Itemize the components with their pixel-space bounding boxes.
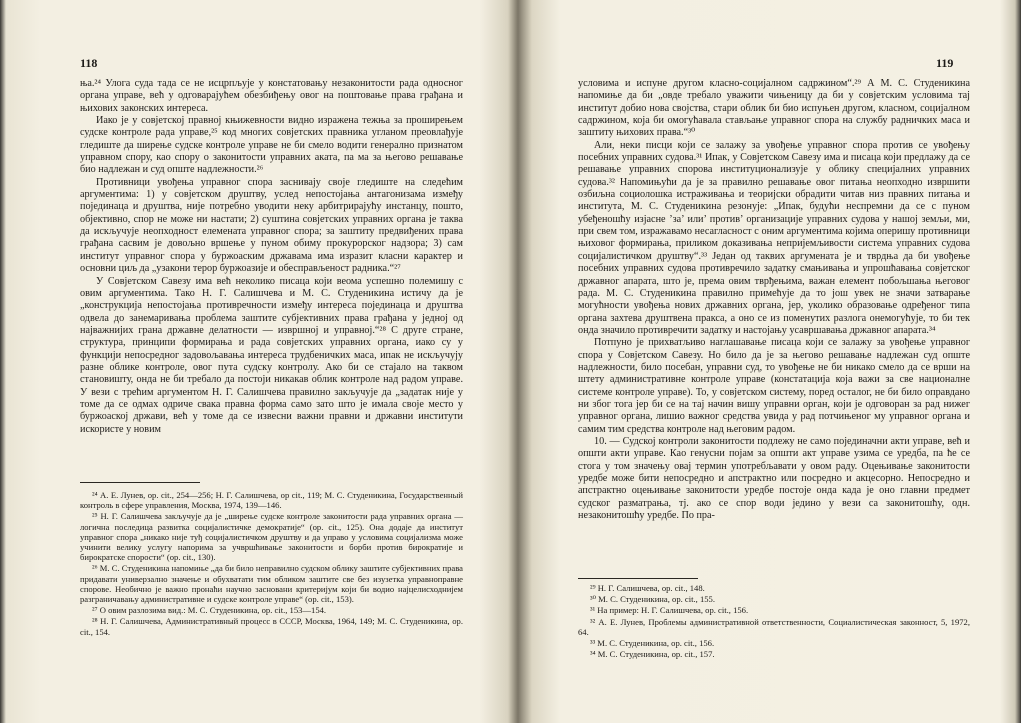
body-text xyxy=(80,78,463,436)
page-number: 118 xyxy=(80,56,98,70)
paragraph: Али, неки писци који се залажу за увођење управног спора против се увођењу посебних управних судова.³¹ Ипак, у Совјетском Савезу има и писаца који предлажу да се решавање управних спорова институционализује у облику специјалних управних судова.³² Напомињући да је за правилно решавање овог питања неопходно извршити озбиљна социолошка истраживања и теоријски обрадити читав низ правних питања и института, М. С. Студеникина резонује: „Ипак, будући неспремни да се с пуном убеђеношћу изјасне ’за’ или’ против’ организације управних судова у нашој земљи, ми, при свем том, изражавамо несагласност с оним аргументима којима оперишу противници њиховог формирања, приликом доказивања непријемљивости система управних судова социјалистичком друштву“.³³ Један од таквих аргумената је и тврдња да би увођење посебних управних судова противречило задатку смањивања и упрошћавања совјетског државног апарата, што је, према овим тврђењима, важан елемент побољшања његовог рада. М. С. Студеникина правилно примећује да то још увек не значи затварање могућности увођења нових државних органа, јер, уколико образовање одређеног типа органа захтева друштвена пракса, а оно се из поменутих разлога онемогућује, то би тек онда значило противречити задатку и настојању усавршавања државног апарата.³⁴ xyxy=(578,139,970,336)
footnotes xyxy=(578,583,970,660)
paragraph: Противници увођења управног спора заснивају своје гледиште на следећим аргументима: 1) у совјетском друштву, услед непостојања антагонизама између појединаца и друштва, није потребно уводити неку арбитрирајућу инстанцу, пошто, објективно, спор не може ни настати; 2) суштина совјетских управних органа је таква да искључује неопходност елемената управног спора; за заштиту предвиђених права грађана сасвим је довољно вршење у пуном обиму прокурорског надзора; 3) сам институт управног спора у буржоаским државама има изразит класни карактер и основни циљ да „узакони терор буржоазије и обесправљеност радника.“²⁷ xyxy=(80,176,463,275)
paragraph: Иако је у совјетској правној књижевности видно изражена тежња за проширењем судске контроле рада управе,²⁵ код многих совјетских правника угланом преовлађује гледиште да ширење судске контроле управе не би смело водити генерално признатом управном спору, као спору о законитости управних аката, па ма за његово решавање био надлежан и суд опште надлежности.²⁶ xyxy=(80,115,463,176)
right-page xyxy=(518,0,1021,723)
paragraph: ња.²⁴ Улога суда тада се не исцрпљује у констатовању незаконитости рада односног органа управе, већ у одговарајућем обезбиђењу овог на поштовање права грађана и њихових законских интереса. xyxy=(80,78,463,114)
footnote: ²⁹ Н. Г. Салишчева, op. cit., 148. xyxy=(590,583,705,593)
footnote: ³⁰ М. С. Студеникина, op. cit., 155. xyxy=(590,594,715,605)
footnote: ³² А. Е. Лунев, Проблемы административной ответственности, Социалистическая законност, 5, 1972, 64. xyxy=(578,616,970,637)
footnote-rule xyxy=(578,578,698,579)
page-number: 119 xyxy=(936,56,954,70)
footnote: ³³ М. С. Студеникина, op. cit., 156. xyxy=(590,638,715,649)
paragraph: Потпуно је прихватљиво наглашавање писаца који се залажу за увођење управног спора у Совјетском Савезу. Но било да је за његово решавање надлежан суд опште надлежности, било посебан, управни суд, то увођење не би никако смело да се врши на штету административне контроле управе (констатација која важи за све националне системе контроле управе). То, у совјетском систему, поред осталог, не би било оправдано ни због тога јер би се на тај начин вишу управни орган, који је одговоран за рад нижег управног органа, лишио важног средства увида у рад потчињеног му управног органа и самим тим средства контроле над његовим радом. xyxy=(578,337,970,435)
paragraph: У Совјетском Савезу има већ неколико писаца који веома успешно полемишу с овим аргументима. Тако Н. Г. Салишчева и М. С. Студеникина истичу да је „конструкција непостојања противречности између интереса појединаца и друштва одвела до занемаривања проблема заштите субјективних права грађана у једној од најважнијих грана државне делатности — извршној и управној.“²⁸ С друге стране, структура, принципи формирања и рада совјетских управних органа, иако су у функцији непосредног задовољавања интереса трудбеничких маса, ипак не искључују разне облике контроле, овог пута судску контролу. Ако би се стајало на таквом становишту, онда не би требало да постоји никакав облик контроле над радом управе. У вези с трећим аргументом Н. Г. Салишчева правилно закључује да „задатак није у томе да се одмах одриче свака правна форма само зато што је имала своје место у буржоаској држави, већ у томе да се извесни важни правни и државни институти искористе у новим xyxy=(80,275,463,435)
footnote: ²⁶ М. С. Студеникина напомиње „да би било неправилно судском облику заштите субјективних права придавати универзално значење и обухватати тим обликом заштите све без изузетка управноправне спорове. Необично је важно пронаћи научно засновани критеријум који би водио најцелисходнијем разграничавању административне и судске контроле управе“ (op. cit., 153). xyxy=(80,563,463,605)
footnote: ²⁴ А. Е. Лунев, op. cit., 254—256; Н. Г. Салишчева, op cit., 119; М. С. Студеникина, Государственный контроль в сфере управления, Москва, 1974, 139—146. xyxy=(80,490,463,511)
footnote: ³⁴ М. С. Студеникина, op. cit., 157. xyxy=(590,649,715,660)
footnote: ²⁵ Н. Г. Салишчева закључује да је „ширење судске контроле законитости рада управних органа — логична последица развитка социјалистичке демократије“ (op. cit., 125). Она додаје да институт управног спора „никако није туђ социјалистичком друштву и да управо у условима социјализма може учинити велику услугу напорима за учвршћивање законитости и борби против бирократије и бирократске спорости“ (op. cit., 130). xyxy=(80,511,463,563)
body-text xyxy=(578,78,970,522)
footnote: ²⁷ О овим разлозима вид.: М. С. Студеникина, op. cit., 153—154. xyxy=(92,605,327,616)
footnote-rule xyxy=(80,482,200,483)
footnote: ³¹ На пример: Н. Г. Салишчева, op. cit., 156. xyxy=(590,605,749,616)
footnote: ²⁸ Н. Г. Салишчева, Административный процесс в СССР, Москва, 1964, 149; М. С. Студеникина, op. cit., 154. xyxy=(80,616,463,637)
paragraph: условима и испуне другом класно-социјалном садржином“.²⁹ А М. С. Студеникина напомиње да би „овде требало уважити чињеницу да би у совјетским условима тај институт добио нова својства, стари облик би био испуњен другом, класном, социјалном садржином, која би омогућавала стављање управног спора на службу радничких маса и заштиту њихових права.“³⁰ xyxy=(578,78,970,139)
footnotes xyxy=(80,490,463,638)
paragraph: 10. — Судској контроли законитости подлежу не само појединачни акти управе, већ и општи акти управе. Као генусни појам за општи акт управе узима се уредба, па ће се стога у том значењу овај термин употребљавати у овом раду. Оцењивање законитости уредбе може бити непосредно и апстрактно или посредно и акцесорно. Непосредно и апстрактно оцењивање законитости уредбе постоје онда када је оно главни предмет судског разматрања, тј. ако се спор води једино у вези са законитошћу, одн. незаконитошћу уредбе. По пра- xyxy=(578,435,970,522)
